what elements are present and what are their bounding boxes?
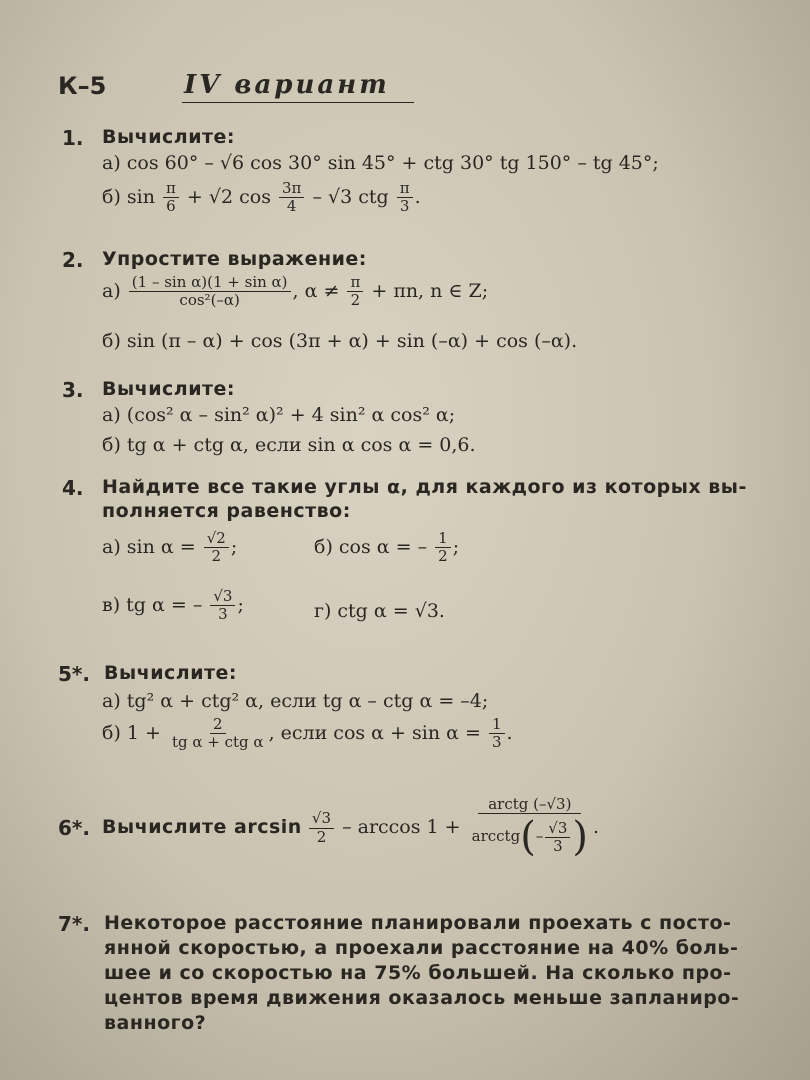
task-3a: а) (cos² α – sin² α)² + 4 sin² α cos² α;	[102, 404, 456, 426]
task-3b: б) tg α + ctg α, если sin α cos α = 0,6.	[102, 434, 476, 456]
task-4d: г) ctg α = √3.	[314, 600, 445, 622]
task-5-number: 5*.	[58, 662, 90, 686]
task-7-line-4: центов время движения оказалось меньше запланиро-	[104, 987, 740, 1009]
task-1a: а) cos 60° – √6 cos 30° sin 45° + ctg 30° tg 150° – tg 45°;	[102, 152, 659, 174]
task-5b: б) 1 + $\frac{2}{\text{tg α + ctg α}}$ , если cos α + sin α = $\frac{1}{3}$ .	[102, 715, 513, 752]
task-4-title-line1: Найдите все такие углы α, для каждого из которых вы-	[102, 476, 747, 498]
task-4b: б) cos α = – $\frac{1}{2}$ ;	[314, 529, 460, 566]
task-4a: а) sin α = $\frac{√2}{2}$ ;	[102, 529, 238, 566]
task-6-number: 6*.	[58, 816, 90, 840]
task-3-number: 3.	[62, 378, 84, 402]
task-7-line-2: янной скоростью, а проехали расстояние на 40% боль-	[104, 937, 739, 959]
task-2a: а) $\frac{\text{(1 – sin α)(1 + sin α)}}{\text{cos²(–α)}}$ , α ≠ $\frac{\pi}{2}$ + πn, n ∈ Z;	[102, 273, 489, 310]
variant-underline	[182, 102, 414, 103]
task-4-title-line2: полняется равенство:	[102, 500, 351, 522]
task-1-title: Вычислите:	[102, 126, 236, 148]
task-1-number: 1.	[62, 126, 84, 150]
task-5a: а) tg² α + ctg² α, если tg α – ctg α = –4;	[102, 690, 489, 712]
variant-title: IV вариант	[184, 70, 390, 100]
task-2b: б) sin (π – α) + cos (3π + α) + sin (–α) + cos (–α).	[102, 330, 578, 352]
task-code: К–5	[58, 72, 107, 100]
task-4-number: 4.	[62, 476, 84, 500]
task-1b: б) sin $\frac{\pi}{6}$ + √2 cos $\frac{3\pi}{4}$ – √3 ctg $\frac{\pi}{3}$ .	[102, 179, 421, 216]
task-6-expression: Вычислите arcsin $\frac{√3}{2}$ – arccos 1 + arctg (–√3) arcctg(– $\frac{√3}{3}$ ) .	[102, 795, 600, 861]
task-6-title: Вычислите arcsin	[102, 816, 302, 839]
task-7-line-5: ванного?	[104, 1012, 207, 1034]
task-7-number: 7*.	[58, 912, 90, 936]
task-2-number: 2.	[62, 248, 84, 272]
task-3-title: Вычислите:	[102, 378, 236, 400]
task-2-title: Упростите выражение:	[102, 248, 367, 270]
task-7-line-3: шее и со скоростью на 75% большей. На сколько про-	[104, 962, 732, 984]
task-7-line-1: Некоторое расстояние планировали проехать с посто-	[104, 912, 732, 934]
task-4c: в) tg α = – $\frac{√3}{3}$ ;	[102, 587, 244, 624]
task-5-title: Вычислите:	[104, 662, 238, 684]
